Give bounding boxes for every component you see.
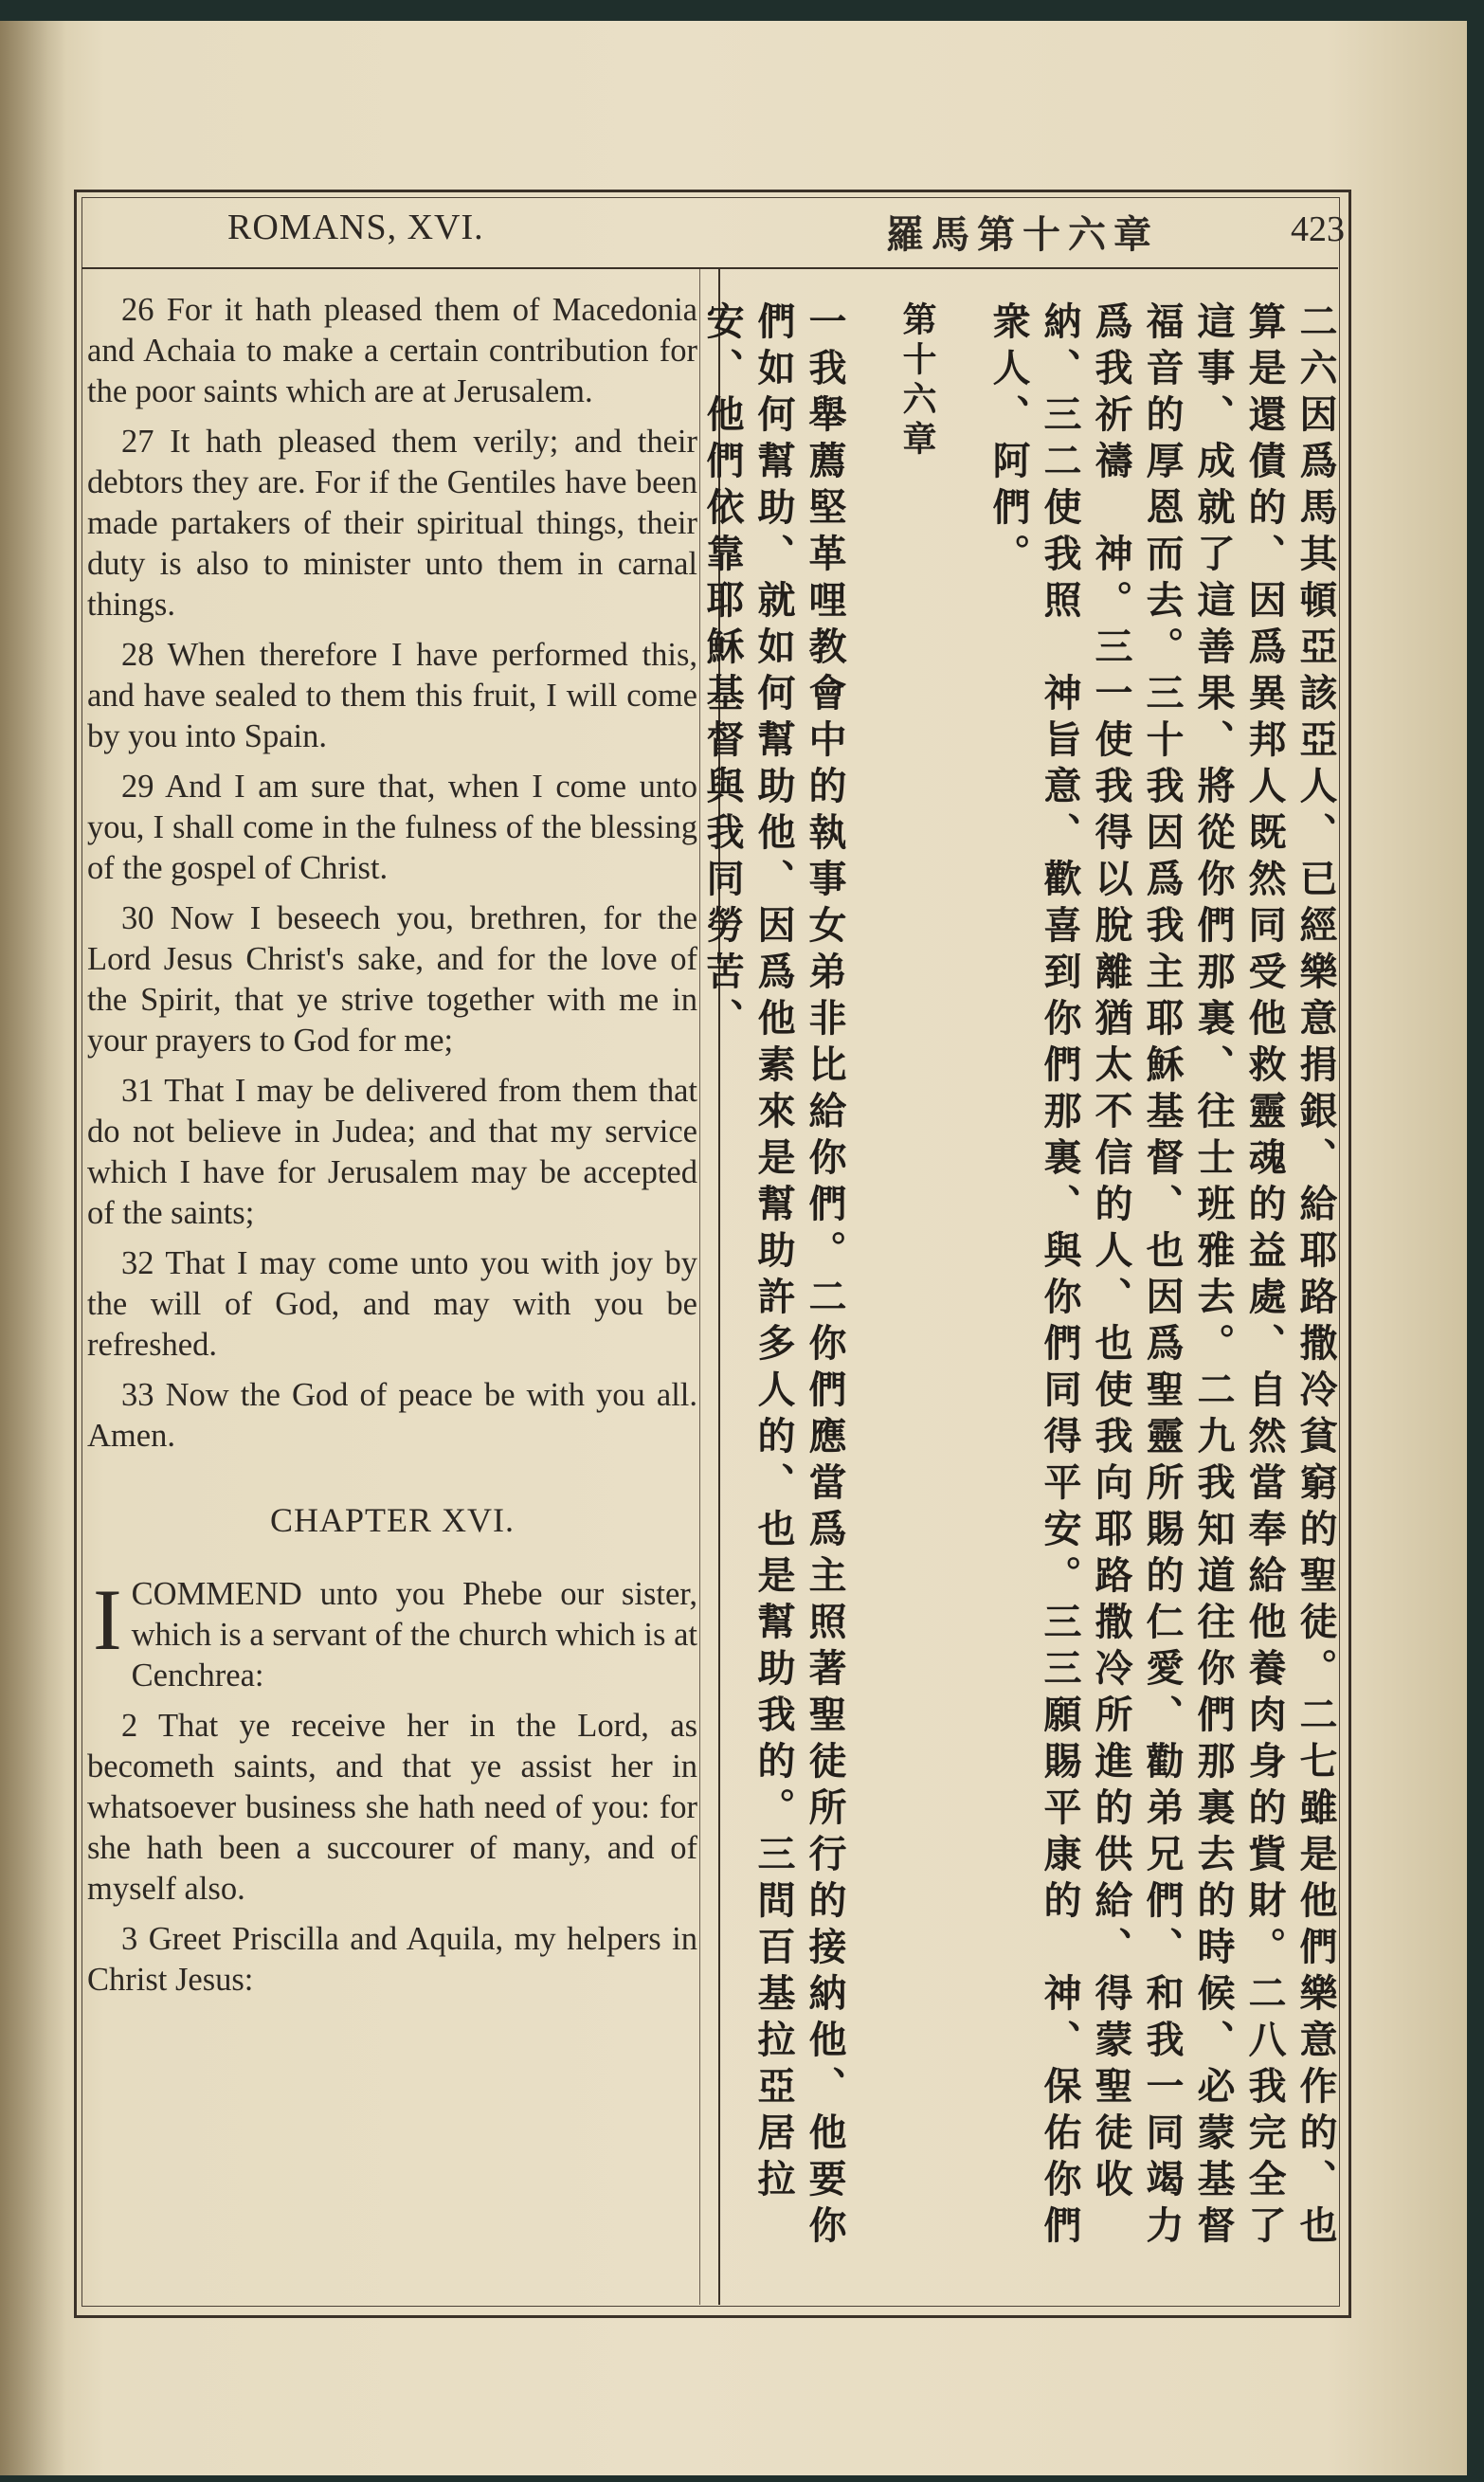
verse-32: 32 That I may come unto you with joy by the will of God, and may with you be refreshed. xyxy=(87,1245,697,1363)
verse-30: 30 Now I beseech you, brethren, for the Lord Jesus Christ's sake, and for the love of the Spirit, that ye strive together with me in your prayers to God for me; xyxy=(87,900,697,1059)
verse-28: 28 When therefore I have performed this, and have sealed to them this fruit, I will come by you into Spain. xyxy=(87,637,697,754)
drop-cap: I xyxy=(93,1570,122,1668)
verse-29: 29 And I am sure that, when I come unto you, I shall come in the fulness of the blessing of the gospel of Christ. xyxy=(87,769,697,886)
chinese-paragraph-ch16: 一我舉薦堅革哩教會中的執事女弟非比給你們。二你們應當爲主照著聖徒所行的接納他、他要你們如何幫助、就如何幫助他、因爲他素來是幫助許多人的、也是幫助我的。三問百基拉亞居拉安、他們依靠耶穌基督與我同勞苦、 xyxy=(700,301,846,2252)
chinese-paragraph-ch15: 二六因爲馬其頓亞該亞人、已經樂意捐銀、給耶路撒冷貧窮的聖徒。二七雖是他們樂意作的、也算是還債的、因爲異邦人既然同受他救靈魂的益處、自然當奉給他養肉身的貲財。二八我完全了這事、成就了這善果、將從你們那裏、往士班雅去。二九我知道往你們那裏去的時候、必蒙基督福音的厚恩而去。三十我因爲我主耶穌基督、也因爲聖靈所賜的仁愛、勸弟兄們、和我一同竭力爲我祈禱 神。三一使我得以脫離猶太不信的人、也使我向耶路撒冷所進的供給、得蒙聖徒收納、三二使我照 神旨意、歡喜到你們那裏、與你們同得平安。三三願賜平康的 神、保佑你們衆人、阿們。 xyxy=(986,301,1337,2252)
verse-26: 26 For it hath pleased them of Macedonia and Achaia to make a certain contribution for the poor saints which are at Jerusalem. xyxy=(87,292,697,409)
verse-33: 33 Now the God of peace be with you all. Amen. xyxy=(87,1377,697,1454)
verse-1-block xyxy=(87,1570,697,1696)
page-number: 423 xyxy=(1291,209,1345,249)
english-column xyxy=(87,290,697,2010)
chinese-column xyxy=(700,301,1341,2292)
chapter-heading-english: CHAPTER XVI. xyxy=(269,1501,515,1539)
verse-27: 27 It hath pleased them verily; and their debtors they are. For if the Gentiles have been made partakers of their spiritual things, their duty is also to minister unto them in carnal things. xyxy=(87,424,697,623)
verse-2: 2 That ye receive her in the Lord, as becometh saints, and that ye assist her in whatsoever business she hath need of you: for she hath been a succourer of many, and of myself also. xyxy=(87,1707,697,1907)
gutter-shadow xyxy=(0,21,66,2475)
header-rule xyxy=(81,267,1338,269)
verse-31: 31 That I may be delivered from them that do not believe in Judea; and that my service which I have for Jerusalem may be accepted of the saints; xyxy=(87,1073,697,1231)
verse-3: 3 Greet Priscilla and Aquila, my helpers in Christ Jesus: xyxy=(87,1920,697,1998)
running-title-english: ROMANS, XVI. xyxy=(227,208,484,247)
chapter-heading-chinese: 第十六章 xyxy=(897,301,936,461)
verse-1: COMMEND unto you Phebe our sister, which is a servant of the church which is at Cenchrea: xyxy=(131,1575,697,1694)
running-title-chinese: 羅馬第十六章 xyxy=(886,213,1159,257)
